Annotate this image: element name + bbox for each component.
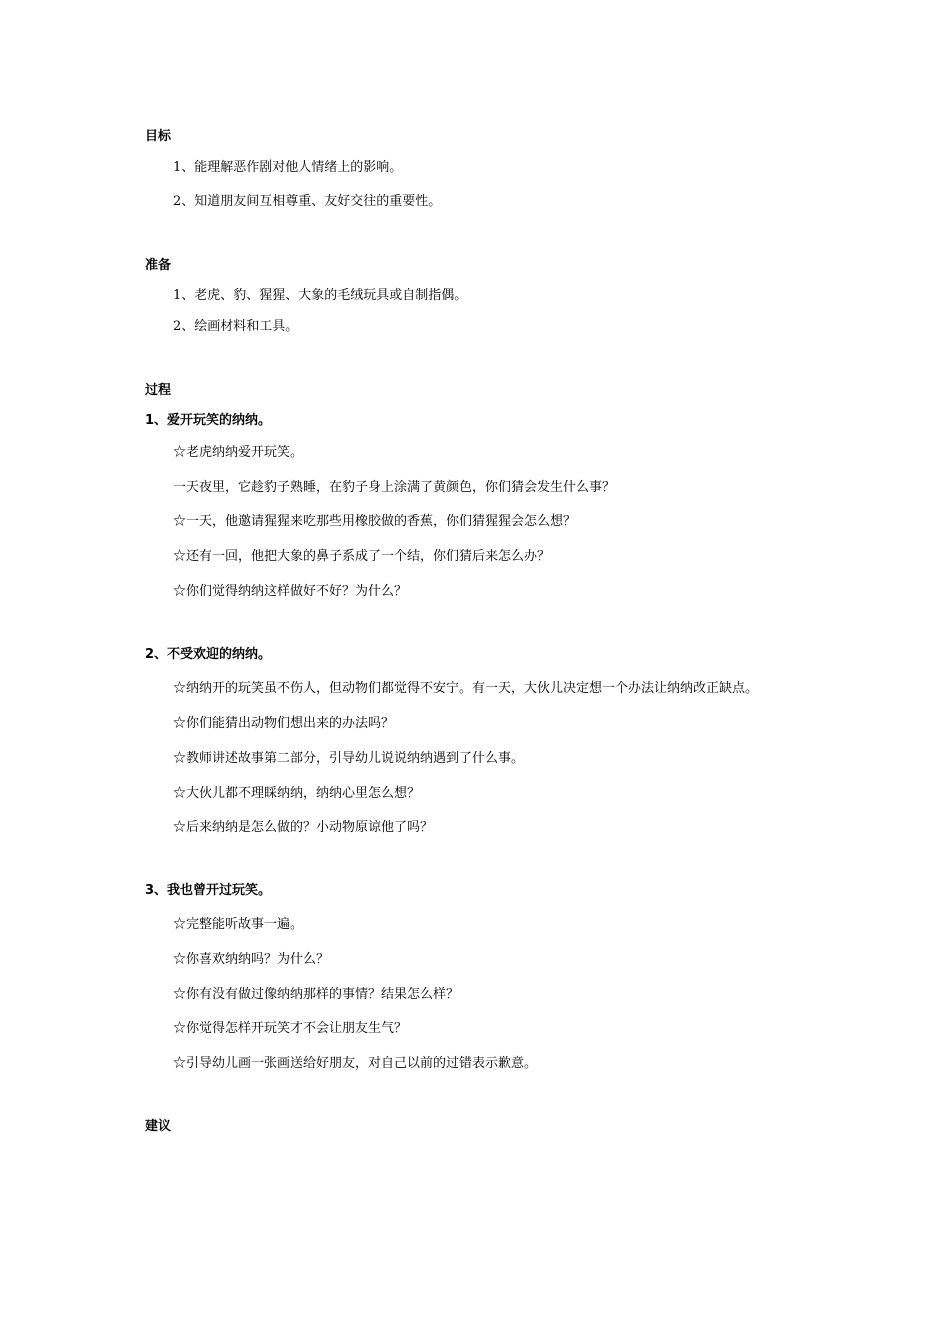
suggestion-heading: 建议 — [145, 1119, 172, 1134]
process-section-3-item-4: ☆你觉得怎样开玩笑才不会让朋友生气？ — [173, 1021, 408, 1036]
process-section-2-item-5: ☆后来纳纳是怎么做的？小动物原谅他了吗？ — [173, 820, 434, 835]
goals-heading: 目标 — [145, 129, 172, 144]
process-section-1-title: 1、爱开玩笑的纳纳。 — [145, 413, 272, 428]
process-section-2-item-4: ☆大伙儿都不理睬纳纳，纳纳心里怎么想？ — [173, 786, 421, 801]
process-section-2-title: 2、不受欢迎的纳纳。 — [145, 647, 272, 662]
process-section-3-item-2: ☆你喜欢纳纳吗？为什么？ — [173, 952, 330, 967]
goal-item-2: 2、知道朋友间互相尊重、友好交往的重要性。 — [173, 194, 442, 209]
process-section-2-item-2: ☆你们能猜出动物们想出来的办法吗？ — [173, 716, 395, 731]
preparation-item-1: 1、老虎、豹、猩猩、大象的毛绒玩具或自制指偶。 — [173, 288, 468, 303]
process-section-2-item-3: ☆教师讲述故事第二部分，引导幼儿说说纳纳遇到了什么事。 — [173, 751, 525, 766]
process-section-1-item-1: ☆老虎纳纳爱开玩笑。 — [173, 445, 304, 460]
process-section-3-title: 3、我也曾开过玩笑。 — [145, 883, 272, 898]
process-section-1-item-3: ☆一天，他邀请猩猩来吃那些用橡胶做的香蕉，你们猜猩猩会怎么想？ — [173, 514, 577, 529]
process-heading: 过程 — [145, 383, 172, 398]
process-section-1-item-4: ☆还有一回，他把大象的鼻子系成了一个结，你们猜后来怎么办？ — [173, 549, 551, 564]
process-section-3-item-3: ☆你有没有做过像纳纳那样的事情？结果怎么样？ — [173, 987, 460, 1002]
process-section-3-item-5: ☆引导幼儿画一张画送给好朋友，对自己以前的过错表示歉意。 — [173, 1056, 538, 1071]
preparation-heading: 准备 — [145, 258, 172, 273]
process-section-3-item-1: ☆完整能听故事一遍。 — [173, 917, 304, 932]
preparation-item-2: 2、绘画材料和工具。 — [173, 319, 299, 334]
process-section-1-item-5: ☆你们觉得纳纳这样做好不好？为什么？ — [173, 584, 408, 599]
process-section-1-item-2: 一天夜里，它趁豹子熟睡，在豹子身上涂满了黄颜色，你们猜会发生什么事？ — [173, 480, 616, 495]
goal-item-1: 1、能理解恶作剧对他人情绪上的影响。 — [173, 160, 403, 175]
process-section-2-item-1: ☆纳纳开的玩笑虽不伤人，但动物们都觉得不安宁。有一天，大伙儿决定想一个办法让纳纳改正缺点。 — [173, 681, 759, 696]
